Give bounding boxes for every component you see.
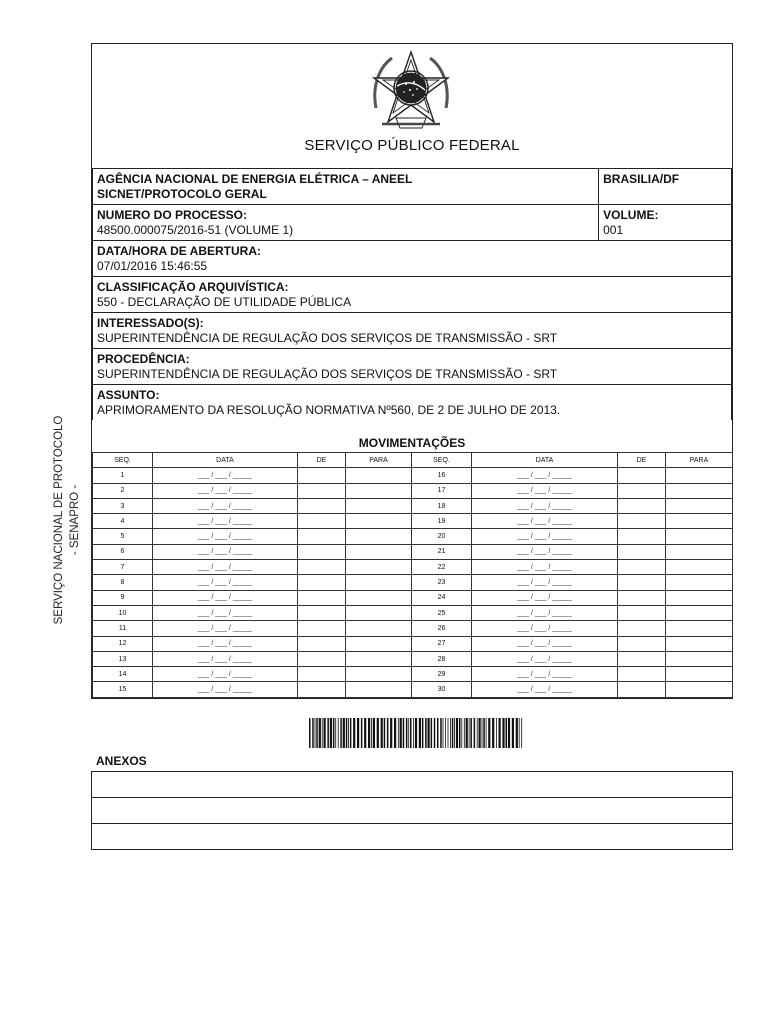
location-value: BRASILIA/DF [603, 172, 680, 186]
from-cell [618, 498, 666, 513]
process-number-value: 48500.000075/2016-51 (VOLUME 1) [97, 223, 294, 237]
from-cell [618, 636, 666, 651]
from-cell [298, 651, 346, 666]
from-cell [298, 667, 346, 682]
column-header: PARA [666, 453, 733, 468]
from-cell [298, 498, 346, 513]
subject-label: ASSUNTO: [97, 388, 160, 402]
interested-cell [93, 313, 732, 349]
seq-cell: 24 [412, 590, 472, 605]
to-cell [666, 575, 733, 590]
seq-cell: 22 [412, 560, 472, 575]
interested-value: SUPERINTENDÊNCIA DE REGULAÇÃO DOS SERVIÇOS DE TRANSMISSÃO - SRT [97, 331, 558, 345]
seq-cell: 21 [412, 544, 472, 559]
column-header: SEQ. [93, 453, 153, 468]
to-cell [346, 621, 412, 636]
seq-cell: 7 [93, 560, 153, 575]
anexos-label: ANEXOS [96, 754, 147, 768]
date-cell: ___ / ___ / _____ [472, 575, 618, 590]
column-header: SEQ. [412, 453, 472, 468]
from-cell [618, 590, 666, 605]
date-cell: ___ / ___ / _____ [153, 529, 298, 544]
date-cell: ___ / ___ / _____ [472, 590, 618, 605]
from-cell [618, 483, 666, 498]
to-cell [346, 560, 412, 575]
from-cell [298, 590, 346, 605]
from-cell [618, 575, 666, 590]
brazil-coat-of-arms-icon [368, 48, 454, 134]
column-header: DE [298, 453, 346, 468]
to-cell [666, 544, 733, 559]
from-cell [618, 682, 666, 697]
seq-cell: 6 [93, 544, 153, 559]
origin-cell [93, 349, 732, 385]
side-stamp-line2: - SENAPRO - [69, 484, 81, 556]
anexo-row [92, 824, 733, 850]
date-cell: ___ / ___ / _____ [472, 667, 618, 682]
to-cell [346, 498, 412, 513]
table-row [93, 498, 733, 513]
to-cell [346, 483, 412, 498]
seq-cell: 27 [412, 636, 472, 651]
table-row [93, 468, 733, 483]
date-cell: ___ / ___ / _____ [153, 590, 298, 605]
side-stamp [48, 405, 81, 635]
seq-cell: 3 [93, 498, 153, 513]
process-number-cell [93, 205, 599, 241]
agency-department: SICNET/PROTOCOLO GERAL [97, 187, 267, 201]
from-cell [298, 514, 346, 529]
date-cell: ___ / ___ / _____ [472, 498, 618, 513]
to-cell [346, 667, 412, 682]
date-cell: ___ / ___ / _____ [472, 636, 618, 651]
movements-header-row [93, 453, 733, 468]
to-cell [666, 560, 733, 575]
seq-cell: 14 [93, 667, 153, 682]
from-cell [298, 682, 346, 697]
date-cell: ___ / ___ / _____ [472, 544, 618, 559]
date-cell: ___ / ___ / _____ [153, 483, 298, 498]
volume-label: VOLUME: [603, 208, 659, 222]
date-cell: ___ / ___ / _____ [472, 682, 618, 697]
to-cell [346, 514, 412, 529]
movements-title: MOVIMENTAÇÕES [358, 436, 466, 450]
from-cell [298, 483, 346, 498]
from-cell [298, 605, 346, 620]
date-cell: ___ / ___ / _____ [472, 529, 618, 544]
to-cell [666, 605, 733, 620]
date-cell: ___ / ___ / _____ [472, 468, 618, 483]
seq-cell: 30 [412, 682, 472, 697]
column-header: DATA [153, 453, 298, 468]
date-cell: ___ / ___ / _____ [153, 621, 298, 636]
date-cell: ___ / ___ / _____ [472, 651, 618, 666]
to-cell [346, 575, 412, 590]
from-cell [618, 667, 666, 682]
to-cell [666, 682, 733, 697]
table-row [93, 514, 733, 529]
table-row [93, 590, 733, 605]
anexos-table [91, 771, 733, 850]
from-cell [618, 529, 666, 544]
date-cell: ___ / ___ / _____ [472, 605, 618, 620]
date-cell: ___ / ___ / _____ [472, 483, 618, 498]
classification-label: CLASSIFICAÇÃO ARQUIVÍSTICA: [97, 280, 289, 294]
seq-cell: 20 [412, 529, 472, 544]
to-cell [346, 544, 412, 559]
side-stamp-line1: SERVIÇO NACIONAL DE PROTOCOLO [53, 415, 65, 625]
to-cell [666, 498, 733, 513]
seq-cell: 26 [412, 621, 472, 636]
to-cell [666, 651, 733, 666]
seq-cell: 25 [412, 605, 472, 620]
opening-date-label: DATA/HORA DE ABERTURA: [97, 244, 261, 258]
process-info-table [92, 168, 732, 420]
volume-cell [599, 205, 732, 241]
to-cell [666, 529, 733, 544]
agency-cell [93, 169, 599, 205]
seq-cell: 16 [412, 468, 472, 483]
column-header: PARA [346, 453, 412, 468]
from-cell [618, 514, 666, 529]
date-cell: ___ / ___ / _____ [472, 514, 618, 529]
subject-value: APRIMORAMENTO DA RESOLUÇÃO NORMATIVA Nº560, DE 2 DE JULHO DE 2013. [97, 403, 561, 417]
location-cell [599, 169, 732, 205]
date-cell: ___ / ___ / _____ [153, 514, 298, 529]
classification-cell [93, 277, 732, 313]
date-cell: ___ / ___ / _____ [153, 651, 298, 666]
to-cell [346, 636, 412, 651]
barcode-icon [309, 718, 523, 748]
to-cell [666, 483, 733, 498]
seq-cell: 29 [412, 667, 472, 682]
to-cell [346, 682, 412, 697]
from-cell [618, 544, 666, 559]
seq-cell: 15 [93, 682, 153, 697]
to-cell [346, 590, 412, 605]
table-row [93, 636, 733, 651]
seq-cell: 11 [93, 621, 153, 636]
date-cell: ___ / ___ / _____ [472, 621, 618, 636]
column-header: DATA [472, 453, 618, 468]
date-cell: ___ / ___ / _____ [153, 468, 298, 483]
from-cell [298, 468, 346, 483]
to-cell [346, 468, 412, 483]
to-cell [666, 514, 733, 529]
to-cell [346, 605, 412, 620]
from-cell [298, 529, 346, 544]
subject-cell [93, 385, 732, 421]
from-cell [298, 636, 346, 651]
to-cell [666, 590, 733, 605]
table-row [93, 560, 733, 575]
to-cell [666, 468, 733, 483]
to-cell [346, 651, 412, 666]
movements-table [92, 452, 733, 698]
page-title: SERVIÇO PÚBLICO FEDERAL [304, 137, 520, 154]
agency-name: AGÊNCIA NACIONAL DE ENERGIA ELÉTRICA – ANEEL [97, 172, 413, 186]
from-cell [298, 560, 346, 575]
date-cell: ___ / ___ / _____ [153, 636, 298, 651]
opening-date-cell [93, 241, 732, 277]
seq-cell: 5 [93, 529, 153, 544]
seq-cell: 18 [412, 498, 472, 513]
date-cell: ___ / ___ / _____ [153, 560, 298, 575]
date-cell: ___ / ___ / _____ [153, 498, 298, 513]
seq-cell: 1 [93, 468, 153, 483]
seq-cell: 4 [93, 514, 153, 529]
table-row [93, 651, 733, 666]
date-cell: ___ / ___ / _____ [153, 544, 298, 559]
date-cell: ___ / ___ / _____ [472, 560, 618, 575]
seq-cell: 17 [412, 483, 472, 498]
interested-label: INTERESSADO(S): [97, 316, 204, 330]
seq-cell: 9 [93, 590, 153, 605]
table-row [93, 575, 733, 590]
table-row [93, 605, 733, 620]
table-row [93, 621, 733, 636]
table-row [93, 544, 733, 559]
seq-cell: 10 [93, 605, 153, 620]
from-cell [298, 544, 346, 559]
seq-cell: 28 [412, 651, 472, 666]
date-cell: ___ / ___ / _____ [153, 605, 298, 620]
seq-cell: 13 [93, 651, 153, 666]
seq-cell: 19 [412, 514, 472, 529]
anexo-row [92, 798, 733, 824]
from-cell [618, 468, 666, 483]
to-cell [666, 636, 733, 651]
table-row [93, 682, 733, 697]
from-cell [618, 621, 666, 636]
table-row [93, 529, 733, 544]
anexo-row [92, 772, 733, 798]
date-cell: ___ / ___ / _____ [153, 682, 298, 697]
to-cell [346, 529, 412, 544]
table-row [93, 483, 733, 498]
seq-cell: 2 [93, 483, 153, 498]
from-cell [618, 605, 666, 620]
from-cell [618, 651, 666, 666]
volume-value: 001 [603, 223, 624, 237]
from-cell [618, 560, 666, 575]
classification-value: 550 - DECLARAÇÃO DE UTILIDADE PÚBLICA [97, 295, 352, 309]
opening-date-value: 07/01/2016 15:46:55 [97, 259, 208, 273]
table-row [93, 667, 733, 682]
seq-cell: 8 [93, 575, 153, 590]
to-cell [666, 667, 733, 682]
seq-cell: 23 [412, 575, 472, 590]
column-header: DE [618, 453, 666, 468]
date-cell: ___ / ___ / _____ [153, 575, 298, 590]
from-cell [298, 621, 346, 636]
to-cell [666, 621, 733, 636]
origin-label: PROCEDÊNCIA: [97, 352, 190, 366]
seq-cell: 12 [93, 636, 153, 651]
from-cell [298, 575, 346, 590]
process-number-label: NUMERO DO PROCESSO: [97, 208, 248, 222]
origin-value: SUPERINTENDÊNCIA DE REGULAÇÃO DOS SERVIÇOS DE TRANSMISSÃO - SRT [97, 367, 558, 381]
date-cell: ___ / ___ / _____ [153, 667, 298, 682]
